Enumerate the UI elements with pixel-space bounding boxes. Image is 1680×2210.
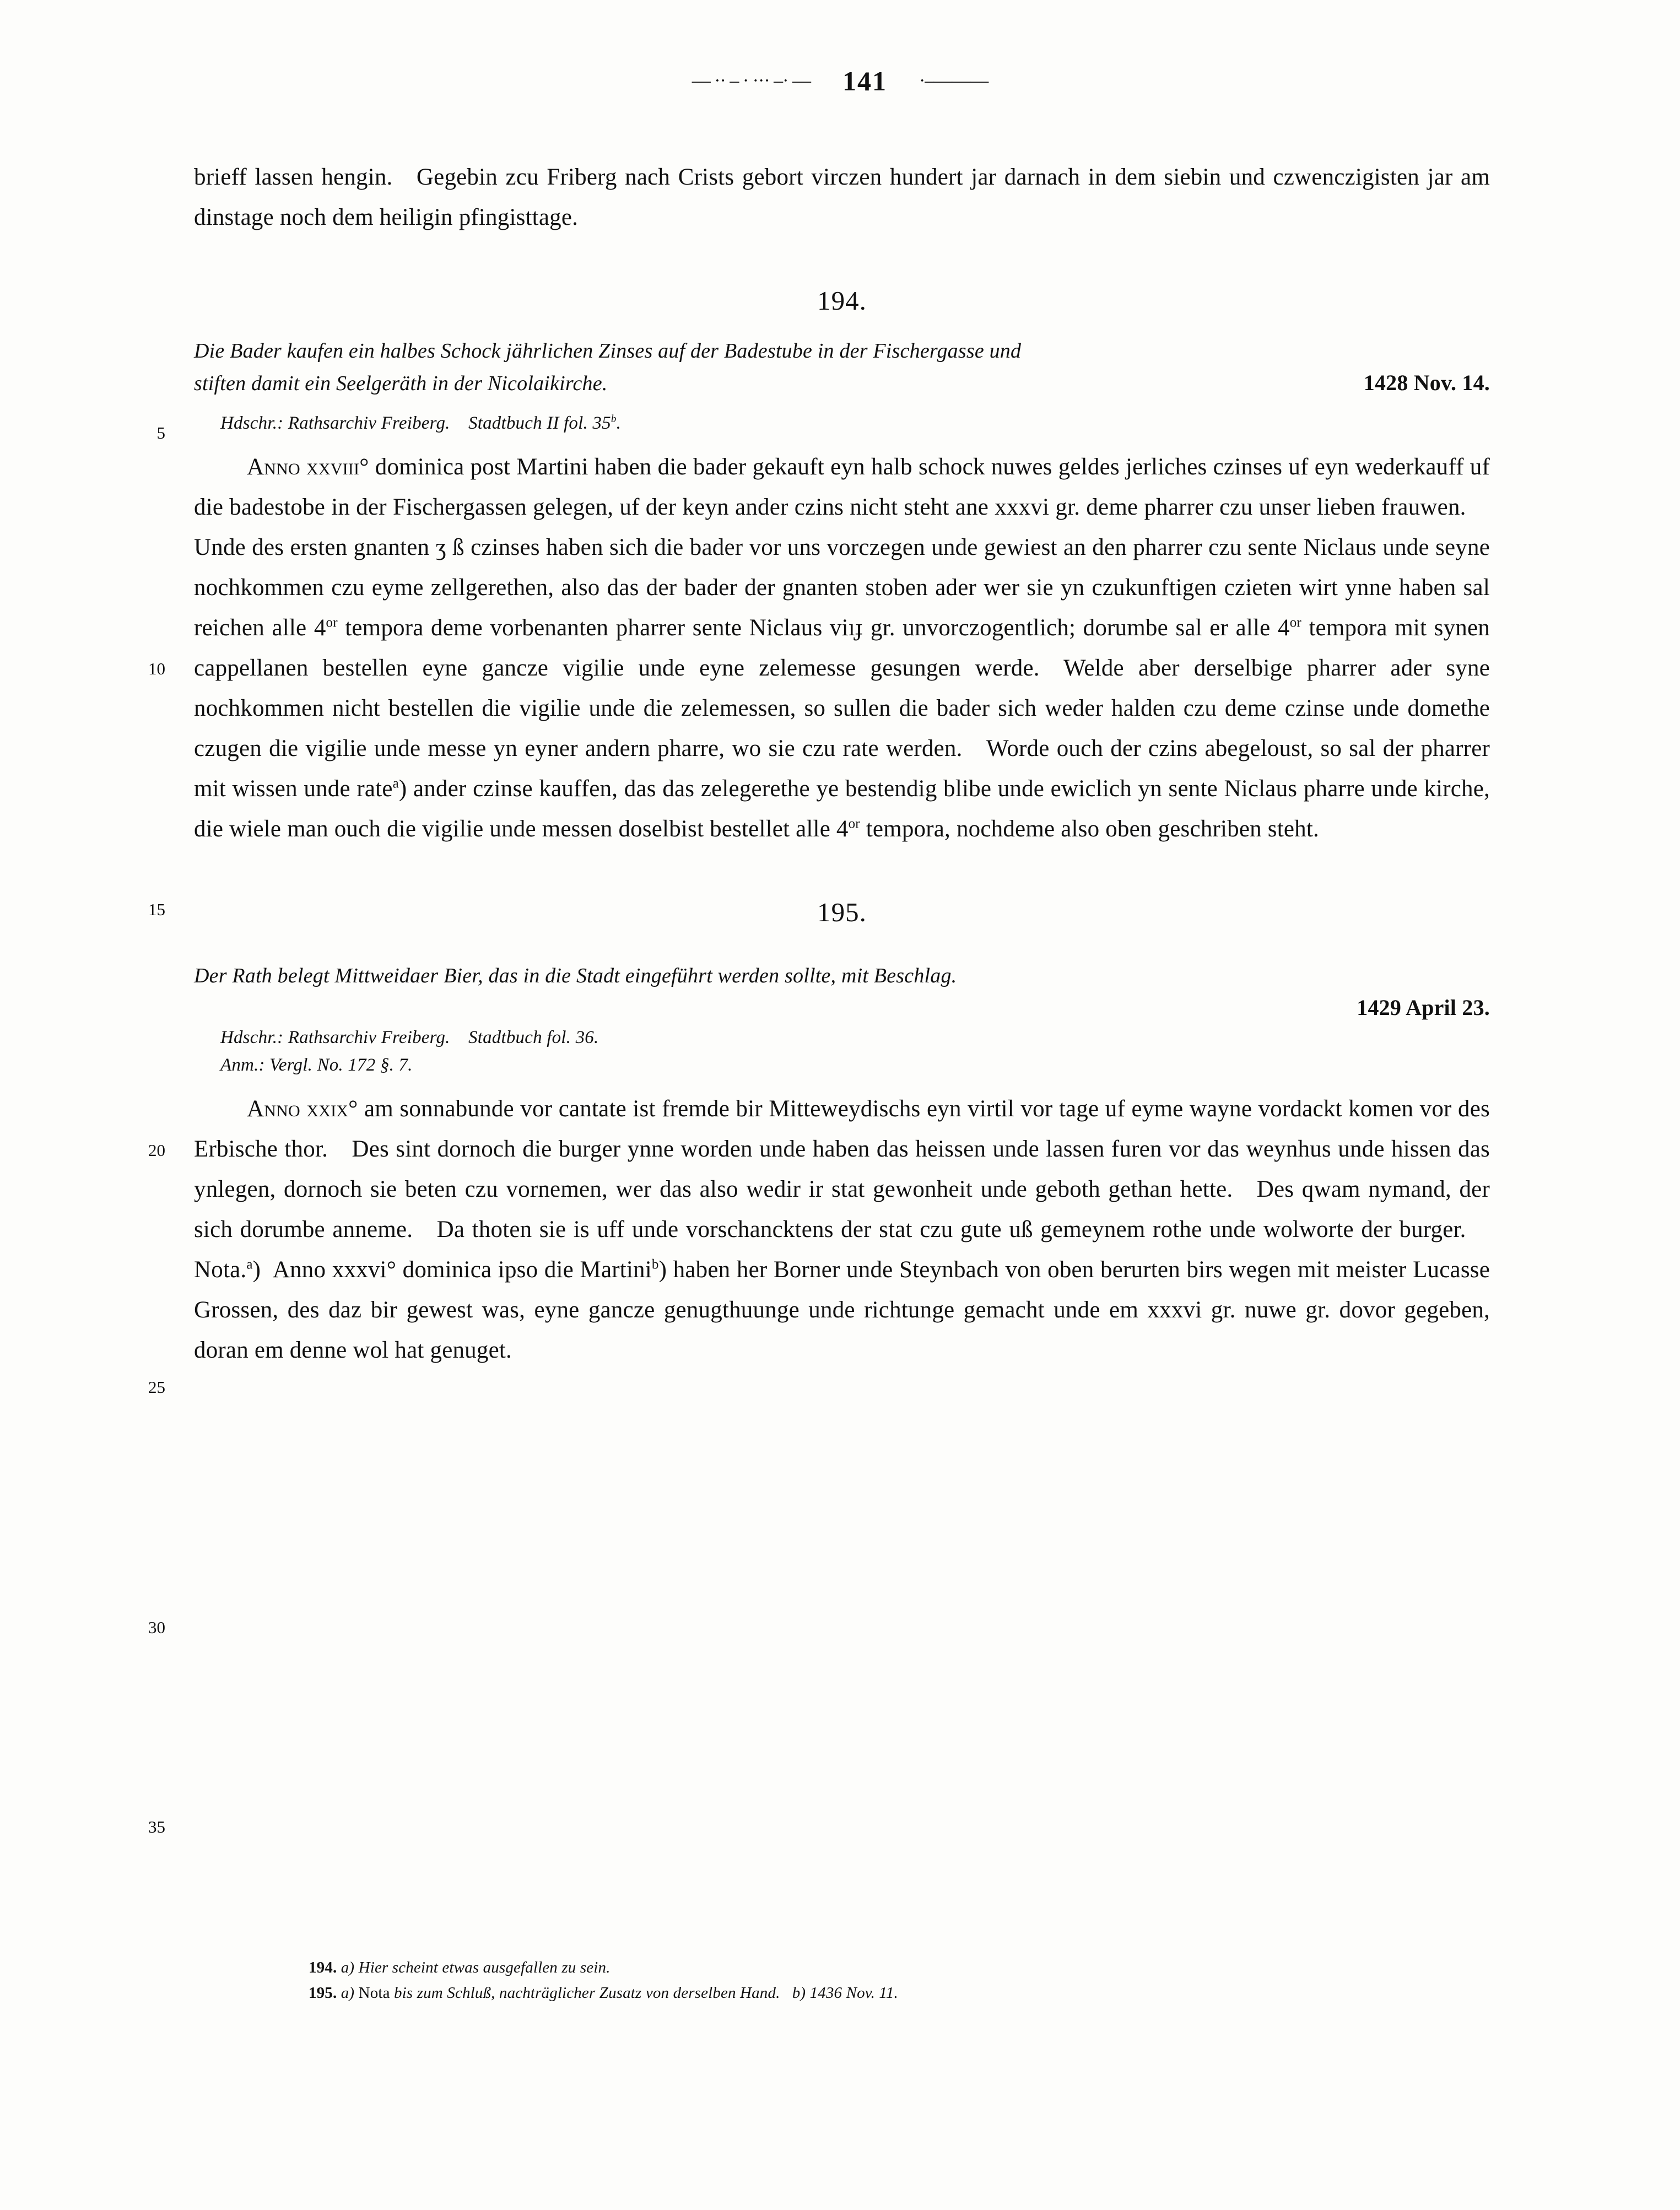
footnote-195: [309, 1980, 1493, 2006]
source-text: Hdschr.: Rathsarchiv Freiberg. Stadtbuch II fol. 35: [220, 413, 611, 433]
document-195-source: Hdschr.: Rathsarchiv Freiberg. Stadtbuch fol. 36.: [220, 1028, 599, 1047]
document-195-date: 1429 April 23.: [1357, 995, 1490, 1020]
document-195-body: [194, 1089, 1490, 1370]
body-seg-7: ) ander czinse kauffen, das das zelegerethe ye bestendig blibe unde ewiclich yn sente Niclaus pharre unde kirche, die wiele man ouch die vigilie unde messen doselbist bestellet alle 4: [194, 776, 1490, 842]
body195-seg-6: ) haben her Borner unde Steynbach von oben berurten birs wegen mit meister Lucasse Grossen, des daz bir gewest was, eyne gancze genugthuunge unde richtunge gemacht unde em xxxvi gr. nuwe gr. dovor gegeben, doran em denne wol hat genuget.: [194, 1257, 1490, 1363]
line-number-15: 15: [148, 900, 165, 919]
line-number-35: 35: [148, 1817, 165, 1836]
text-column: [194, 157, 1490, 1370]
document-194-number: 194.: [817, 285, 867, 316]
regest-line-2: stiften damit ein Seelgeräth in der Nicolaikirche.: [194, 372, 608, 395]
footnote-195-a-keyword: Nota: [358, 1984, 390, 2002]
footnote-194-a-text: Hier scheint etwas ausgefallen zu sein.: [358, 1959, 611, 1976]
footnote-marker-195-b: b: [651, 1257, 659, 1272]
footnote-195-b-text: 1436 Nov. 11.: [809, 1984, 898, 2002]
footnote-195-num: 195.: [309, 1984, 337, 2002]
source-superscript: b: [611, 413, 617, 425]
document-195-regest: [194, 960, 1490, 1024]
continuation-paragraph: brieff lassen hengin. Gegebin zcu Friberg nach Crists gebort virczen hundert jar darnach in dem siebin und czwenczigisten jar am dinstage noch dem heiligin pfingisttage.: [194, 164, 1490, 230]
body-seg-5: tempora mit synen cappellanen bestellen eyne gancze vigilie unde eyne zelemesse gesungen werde. Welde aber derselbige pharrer ader syne nochkommen nicht bestellen die vigilie unde die zelemessen, so sullen die bader sich weder halden czu deme czinse unde domethe czugen die vigilie unde messe yn eyner andern pharre, wo sie czu rate werden. Worde ouch der czins abegeloust, so sal der pharrer mit wissen unde rate: [194, 615, 1490, 802]
regest-line-1: Die Bader kaufen ein halbes Schock jährlichen Zinses auf der Badestube in der Fischergasse und: [194, 339, 1022, 363]
body195-seg-1: ° am sonnabunde vor cantate ist fremde bir Mitteweydischs eyn virtil vor tage uf eyme wayne vordackt komen vor des Erbische thor. Des sint dornoch die burger ynne worden unde haben das heissen unde lassen furen vor das weynhus unde hissen das ynlegen, dornoch sie beten czu vornemen, wer das also wedir ir stat gewonheit unde geboth gethan hette. Des qwam nymand, der sich dorumbe anneme. Da thoten sie is uff unde vorschancktens der stat czu gute uß gemeynem rothe unde wolworte der burger. Nota.: [194, 1096, 1490, 1283]
rule-right: ·–———: [919, 71, 988, 91]
line-number-20: 20: [148, 1141, 165, 1160]
footnote-195-a-text: bis zum Schluß, nachträglicher Zusatz von derselben Hand.: [394, 1984, 780, 2002]
body-seg-2: or: [326, 615, 338, 630]
document-194-source: [194, 409, 1490, 437]
body195-seg-4: ° dominica ipso die Martini: [386, 1257, 652, 1283]
page-number: 141: [842, 66, 887, 96]
body-seg-0: Anno xxviii: [247, 454, 360, 480]
body195-seg-3: ) Anno xxxvi: [252, 1257, 387, 1283]
body-seg-1: ° dominica post Martini haben die bader gekauft eyn halb schock nuwes geldes jerliches czinses uf eyn wederkauff uf die badestobe in der Fischergassen gelegen, uf der keyn ander czins nicht steht ane xxxvi gr. deme pharrer czu unser lieben frauwen. Unde des ersten gnanten ʒ ß czinses haben sich die bader vor uns vorczegen unde gewiest an den pharrer czu sente Niclaus unde seyne nochkommen czu eyme zellgerethen, also das der bader der gnanten stoben ader wer sie yn czukunftigen czieten wirt ynne haben sal reichen alle 4: [194, 454, 1490, 641]
footnote-194-a-mark: a): [341, 1959, 355, 1976]
document-195-number: 195.: [817, 897, 867, 927]
document-194-body: [194, 447, 1490, 849]
footnote-194-num: 194.: [309, 1959, 337, 1976]
rule-left: — ·· – · ··· –· —: [692, 71, 811, 91]
body-seg-3: tempora deme vorbenanten pharrer sente Niclaus viıɟ gr. unvorczogentlich; dorumbe sal er alle 4: [337, 615, 1290, 641]
footnote-195-b-mark: b): [792, 1984, 806, 2002]
regest-195-date-row: [194, 992, 1490, 1024]
footnote-194: [309, 1955, 1493, 1980]
footnote-marker-a: a: [392, 776, 399, 791]
line-number-5: 5: [156, 423, 165, 442]
regest-195-line-1: Der Rath belegt Mittweidaer Bier, das in die Stadt eingeführt werden sollte, mit Beschlag.: [194, 964, 957, 987]
document-194-regest: [194, 335, 1490, 399]
footnotes-block: [309, 1955, 1493, 2006]
regest-line-2-row: [194, 367, 1490, 399]
line-number-25: 25: [148, 1377, 165, 1397]
line-number-10: 10: [148, 659, 165, 678]
running-head: [0, 65, 1680, 97]
footnote-marker-195-a: a: [246, 1257, 253, 1272]
footnote-195-a-mark: a): [341, 1984, 355, 2002]
line-number-30: 30: [148, 1618, 165, 1637]
source-tail: .: [616, 413, 622, 433]
body-seg-8: or: [848, 816, 860, 831]
body-seg-9: tempora, nochdeme also oben geschriben steht.: [860, 816, 1319, 842]
document-194-date: 1428 Nov. 14.: [1363, 370, 1490, 395]
document-195-note: Anm.: Vergl. No. 172 §. 7.: [220, 1055, 413, 1075]
body-seg-4: or: [1289, 615, 1301, 630]
body195-seg-0: Anno xxix: [247, 1096, 349, 1122]
